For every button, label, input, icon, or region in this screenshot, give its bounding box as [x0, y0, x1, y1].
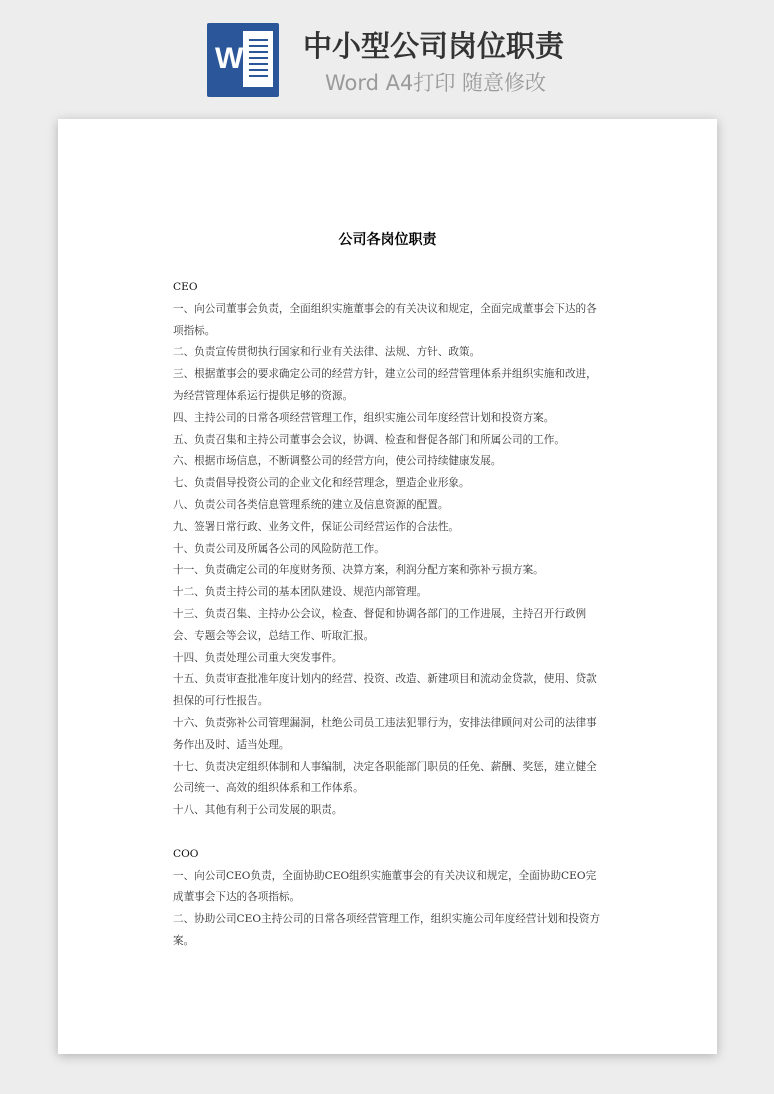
- list-item: 二、负责宣传贯彻执行国家和行业有关法律、法规、方针、政策。: [173, 346, 481, 359]
- document-lines-icon: [243, 31, 273, 87]
- list-item: 十四、负责处理公司重大突发事件。: [173, 651, 343, 664]
- list-item: 八、负责公司各类信息管理系统的建立及信息资源的配置。: [173, 498, 449, 511]
- list-item: 十七、负责决定组织体制和人事编制，决定各职能部门职员的任免、薪酬、奖惩，建立健全公司统一、高效的组织体系和工作体系。: [173, 760, 597, 795]
- document-title: 公司各岗位职责: [338, 232, 437, 248]
- list-item: 四、主持公司的日常各项经营管理工作，组织实施公司年度经营计划和投资方案。: [173, 411, 555, 424]
- list-item: 十五、负责审查批准年度计划内的经营、投资、改造、新建项目和流动金贷款，使用、贷款担保的可行性报告。: [173, 673, 597, 708]
- header: [0, 0, 774, 112]
- list-item: 九、签署日常行政、业务文件，保证公司经营运作的合法性。: [173, 520, 460, 533]
- list-item: 五、负责召集和主持公司董事会会议，协调、检查和督促各部门和所属公司的工作。: [173, 433, 565, 446]
- list-item: 三、根据董事会的要求确定公司的经营方针，建立公司的经营管理体系并组织实施和改进，为经营管理体系运行提供足够的资源。: [173, 368, 597, 402]
- section-heading-coo: COO: [173, 847, 199, 860]
- list-item: 一、向公司CEO负责，全面协助CEO组织实施董事会的有关决议和规定，全面协助CEO完成董事会下达的各项指标。: [173, 869, 597, 904]
- list-item: 十八、其他有利于公司发展的职责。: [173, 804, 343, 817]
- list-item: 十六、负责弥补公司管理漏洞，杜绝公司员工违法犯罪行为，安排法律顾问对公司的法律事务作出及时、适当处理。: [173, 716, 597, 751]
- list-item: 十、负责公司及所属各公司的风险防范工作。: [173, 542, 385, 555]
- word-icon-letter: W: [215, 42, 244, 75]
- document-body: [173, 277, 603, 953]
- list-item: 六、根据市场信息，不断调整公司的经营方向，使公司持续健康发展。: [173, 455, 502, 468]
- list-item: 十二、负责主持公司的基本团队建设、规范内部管理。: [173, 586, 428, 599]
- list-item: 二、协助公司CEO主持公司的日常各项经营管理工作，组织实施公司年度经营计划和投资方案。: [173, 913, 601, 947]
- list-item: 七、负责倡导投资公司的企业文化和经营理念，塑造企业形象。: [173, 477, 470, 490]
- section-heading-ceo: CEO: [173, 281, 198, 293]
- word-icon: [207, 23, 279, 97]
- list-item: 十三、负责召集、主持办公会议，检查、督促和协调各部门的工作进展，主持召开行政例会、专题会等会议，总结工作、听取汇报。: [173, 607, 587, 642]
- list-item: 十一、负责确定公司的年度财务预、决算方案，利润分配方案和弥补亏损方案。: [173, 564, 544, 577]
- section-spacer: [173, 822, 603, 844]
- document-page: [58, 119, 717, 1054]
- list-item: 一、向公司董事会负责，全面组织实施董事会的有关决议和规定，全面完成董事会下达的各项指标。: [173, 302, 597, 337]
- page-title: 中小型公司岗位职责: [303, 29, 565, 63]
- page-subtitle: Word A4打印 随意修改: [325, 71, 547, 95]
